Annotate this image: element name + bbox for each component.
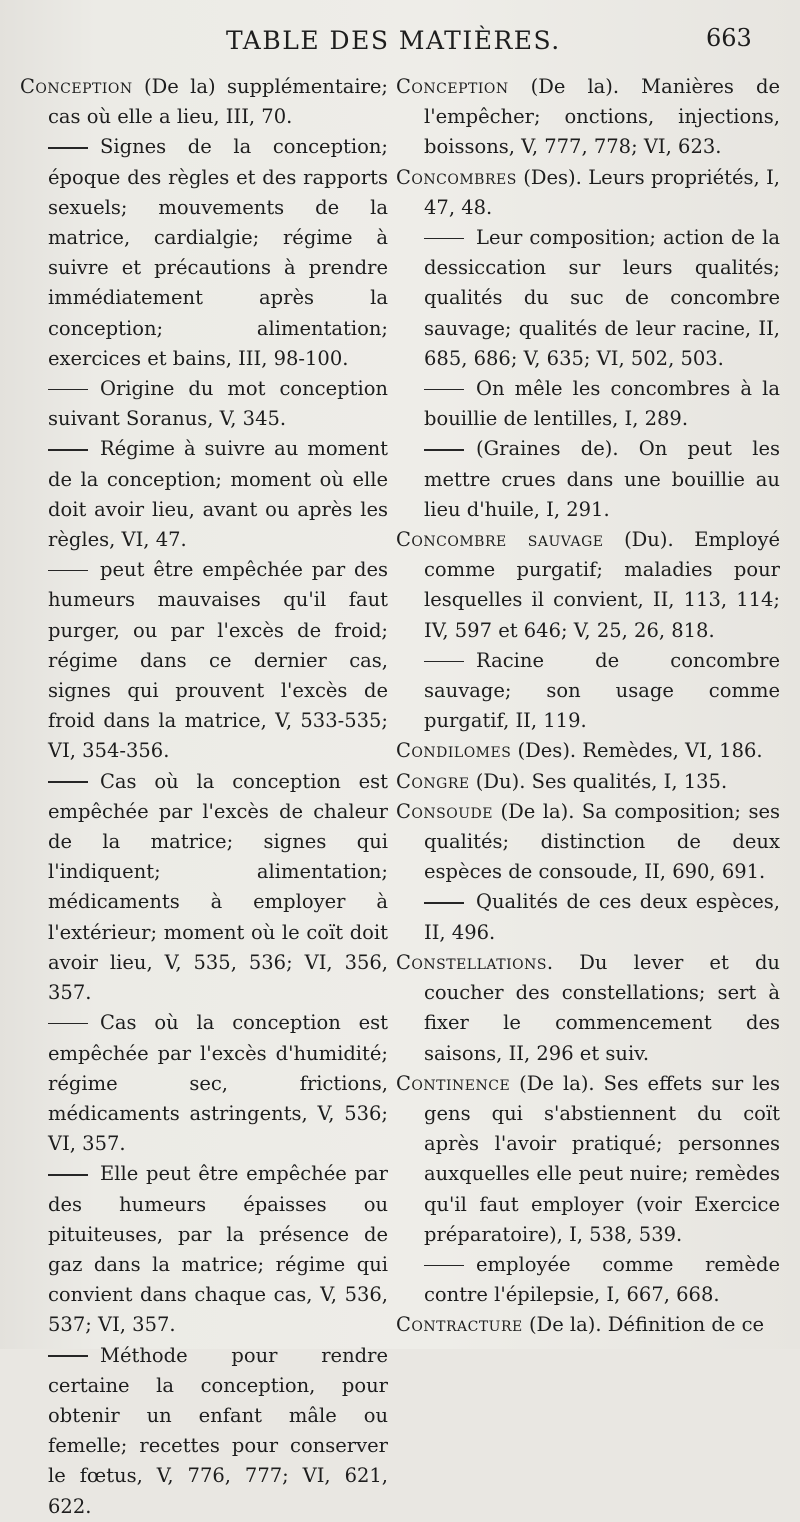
repeat-dash [48,781,88,782]
index-subentry [396,434,780,525]
entry-text: employée comme remède contre l'épilepsie, I, 667, 668. [424,1252,780,1307]
index-entry [396,1310,780,1340]
page-number: 663 [706,24,752,52]
entry-text: (Des). Remèdes, VI, 186. [511,739,763,763]
index-subentry [20,374,388,434]
repeat-dash [424,661,464,662]
entry-text: Origine du mot conception suivant Soranus, V, 345. [48,377,388,431]
left-column [20,72,388,1522]
entry-text: Qualités de ces deux espèces, II, 496. [424,890,780,944]
entry-head: Conception [20,75,133,98]
entry-text: (Graines de). On peut les mettre crues dans une bouillie au lieu d'huile, I, 291. [424,437,780,521]
index-entry [396,72,780,163]
entry-text: (De la). Définition de ce [522,1313,765,1337]
entry-text: (Des). Leurs propriétés, I, 47, 48. [424,165,780,219]
index-subentry [396,646,780,737]
index-entry [396,163,780,223]
entry-text: (De la). Ses effets sur les gens qui s'abstiennent du coït après l'avoir pratiqué; personnes auxquelles elle peut nuire; remèdes qu'il faut employer (voir Exercice préparatoire), I, 538, 539. [424,1071,780,1246]
entry-text: Leur composition; action de la dessiccation sur leurs qualités; qualités du suc de concombre sauvage; qualités de leur racine, II, 685, 686; V, 635; VI, 502, 503. [424,226,780,370]
entry-text: (De la). Manières de l'empêcher; onctions, injections, boissons, V, 777, 778; VI, 623. [424,75,780,159]
index-subentry [20,1159,388,1340]
index-entry [396,797,780,888]
index-entry [396,525,780,646]
entry-head: Constellations [396,950,547,974]
index-entry [396,767,780,797]
repeat-dash [424,902,464,903]
entry-text: (Du). Employé comme purgatif; maladies pour lesquelles il convient, II, 113, 114; IV, 597 et 646; V, 25, 26, 818. [424,528,781,642]
index-subentry [396,1250,780,1310]
right-column [396,72,780,1341]
entry-text: . Du lever et du coucher des constellations; sert à fixer le commencement des saisons, II, 296 et suiv. [424,950,780,1065]
index-subentry [396,374,780,434]
entry-text: Racine de concombre sauvage; son usage comme purgatif, II, 119. [424,648,780,733]
index-entry [20,72,388,132]
entry-text: On mêle les concombres à la bouillie de lentilles, I, 289. [424,377,780,431]
entry-text: (Du). Ses qualités, I, 135. [469,769,728,793]
index-subentry [20,555,388,766]
index-subentry [20,767,388,1009]
entry-text: peut être empêchée par des humeurs mauvaises qu'il faut purger, ou par l'excès de froid; régime dans ce dernier cas, signes qui prouvent l'excès de froid dans la matrice, V, 533-535; VI, 354-356. [48,558,388,763]
repeat-dash [424,1265,464,1266]
running-title: TABLE DES MATIÈRES. [226,26,561,55]
entry-text: Cas où la conception est empêchée par l'excès d'humidité; régime sec, frictions, médicaments astringents, V, 536; VI, 357. [48,1011,388,1156]
index-entry [396,736,780,766]
entry-text: Cas où la conception est empêchée par l'excès de chaleur de la matrice; signes qui l'indiquent; alimentation; médicaments à employer à l'extérieur; moment où le coït doit avoir lieu, V, 535, 536; VI, 356, 357. [48,769,388,1005]
entry-text: Signes de la conception; époque des règles et des rapports sexuels; mouvements de la matrice, cardialgie; régime à suivre et précautions à prendre immédiatement après la conception; alimentation; exercices et bains, III, 98-100. [48,135,388,370]
entry-head: Concombre sauvage [396,528,604,552]
entry-head: Contracture [396,1313,523,1337]
repeat-dash [48,1355,88,1356]
entry-text: (De la). Sa composition; ses qualités; distinction de deux espèces de consoude, II, 690, 691. [424,799,780,884]
repeat-dash [48,449,88,450]
entry-head: Concombres [396,165,517,189]
repeat-dash [424,449,464,450]
entry-head: Consoude [396,799,493,823]
repeat-dash [48,389,88,390]
index-entry [396,948,780,1069]
entry-text: Régime à suivre au moment de la conception; moment où elle doit avoir lieu, avant ou après les règles, VI, 47. [48,437,388,552]
index-subentry [396,223,780,374]
repeat-dash [424,389,464,390]
repeat-dash [48,1023,88,1024]
repeat-dash [48,147,88,148]
index-entry [396,1069,780,1250]
entry-head: Congre [396,769,470,793]
repeat-dash [48,570,88,571]
index-subentry [20,434,388,555]
entry-head: Conception [396,75,509,98]
entry-text: Méthode pour rendre certaine la conception, pour obtenir un enfant mâle ou femelle; recettes pour conserver le fœtus, V, 776, 777; VI, 621, 622. [48,1343,388,1518]
page-header [0,22,800,62]
index-subentry [396,887,780,947]
index-subentry [20,1341,388,1522]
entry-head: Condilomes [396,739,512,763]
repeat-dash [424,238,464,239]
repeat-dash [48,1174,88,1175]
entry-text: Elle peut être empêchée par des humeurs épaisses ou pituiteuses, par la présence de gaz dans la matrice; régime qui convient dans chaque cas, V, 536, 537; VI, 357. [48,1162,388,1337]
index-subentry [20,1008,388,1159]
entry-head: Continence [396,1071,511,1095]
index-subentry [20,132,388,374]
entry-text: (De la) supplémentaire; cas où elle a lieu, III, 70. [48,75,388,129]
